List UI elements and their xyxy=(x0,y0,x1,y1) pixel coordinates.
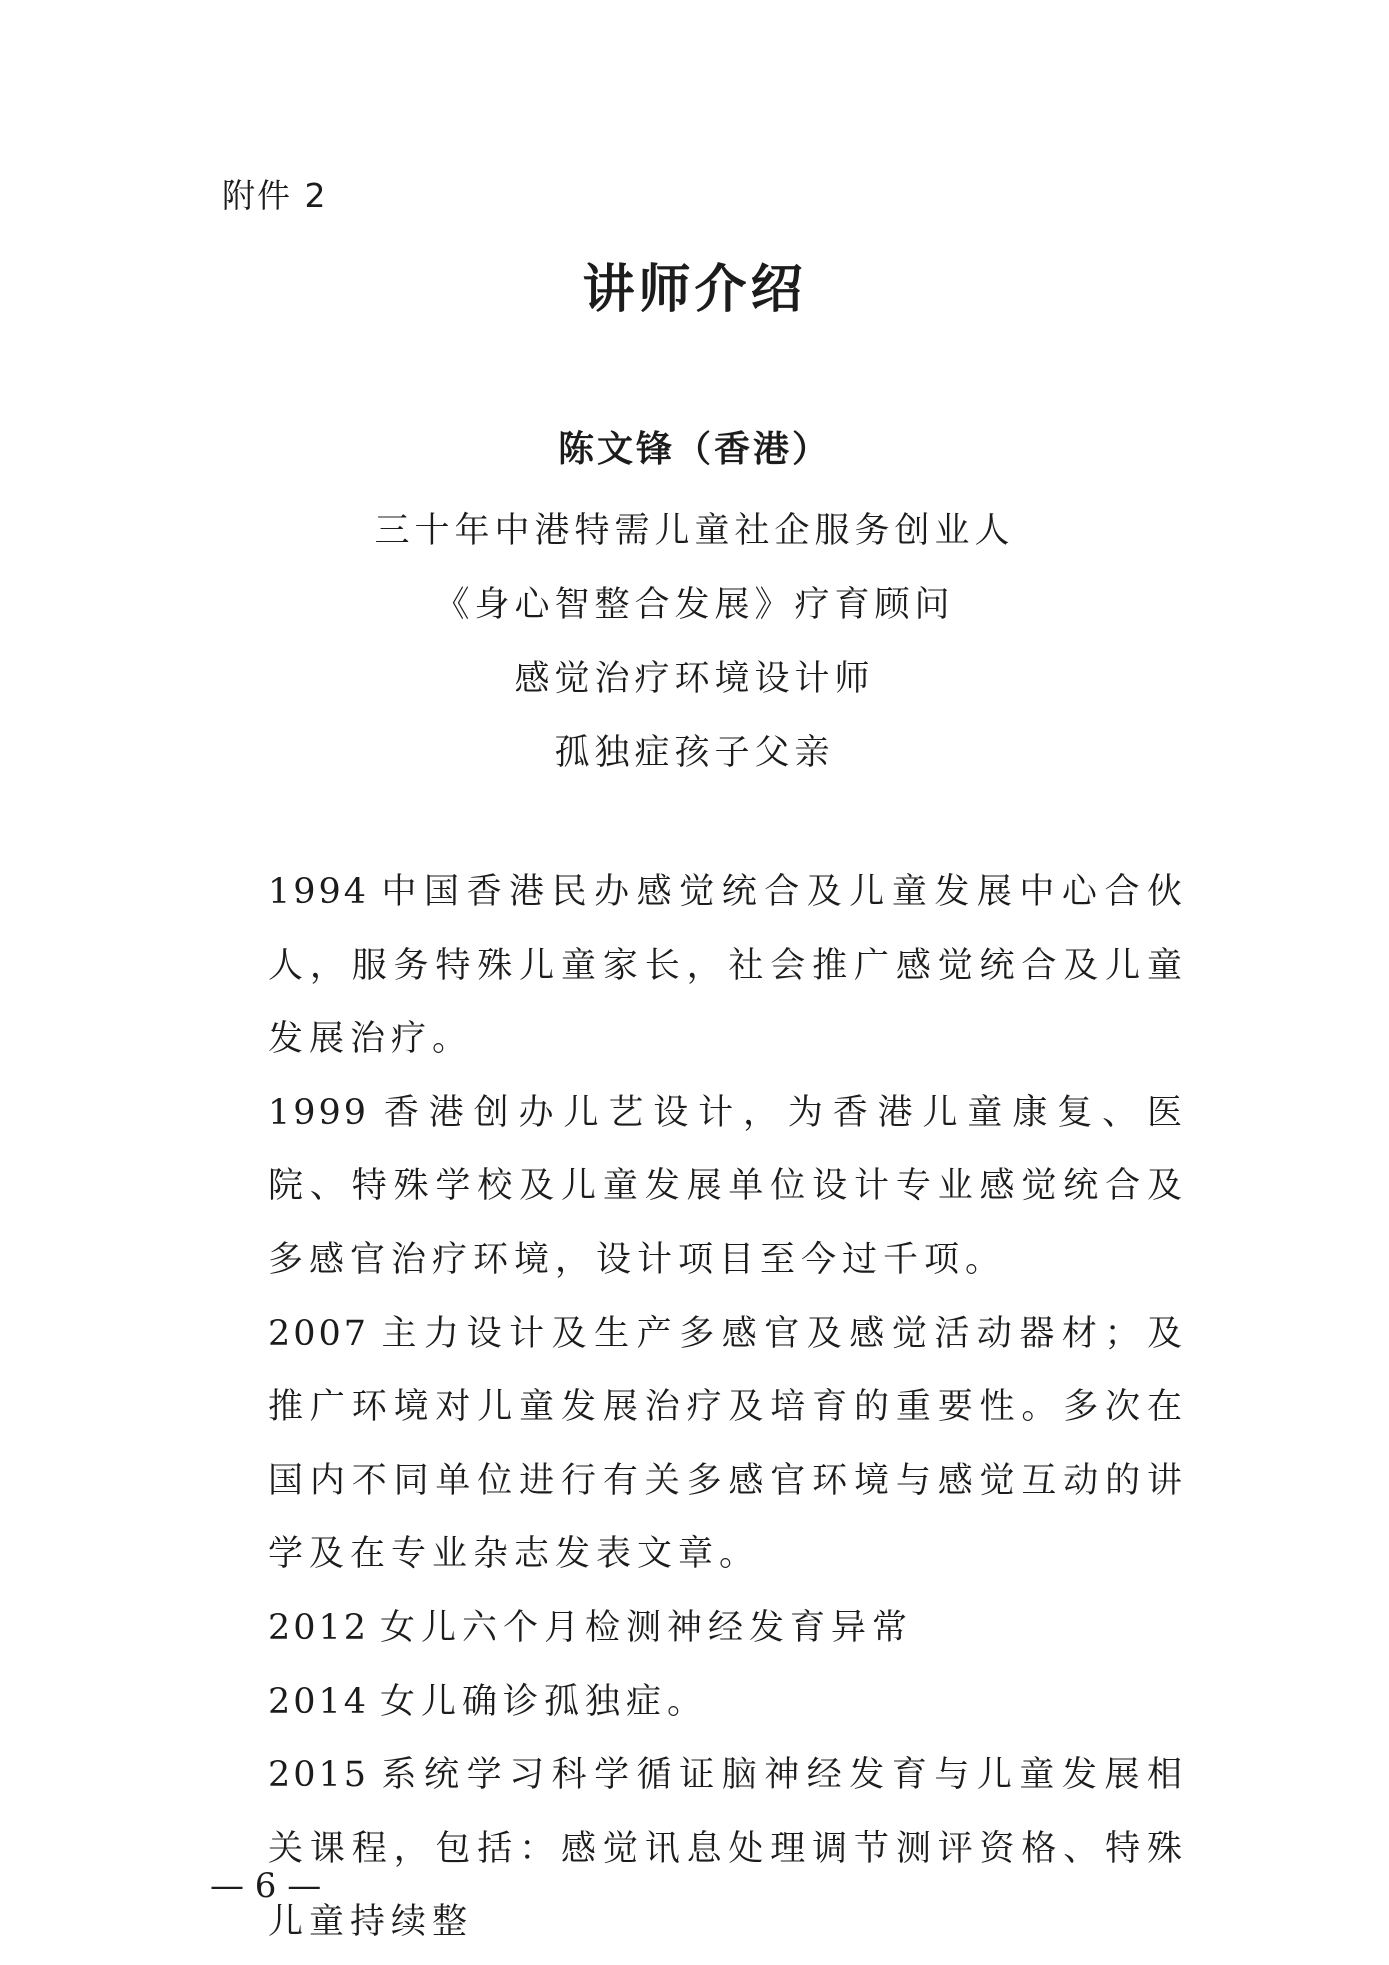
timeline-entry xyxy=(268,856,1188,1077)
page-number: — 6 — xyxy=(210,1866,322,1906)
timeline-entry xyxy=(268,1666,1188,1740)
speaker-role: 感觉治疗环境设计师 xyxy=(514,659,875,699)
timeline-text: 主力设计及生产多感官及感觉活动器材；及推广环境对儿童发展治疗及培育的重要性。多次在国内不同单位进行有关多感官环境与感觉互动的讲学及在专业杂志发表文章。 xyxy=(268,1313,1188,1575)
timeline-text: 系统学习科学循证脑神经发育与儿童发展相关课程，包括：感觉讯息处理调节测评资格、特殊儿童持续整 xyxy=(268,1755,1188,1943)
attachment-label: 附件 2 xyxy=(222,176,328,215)
timeline-entry xyxy=(268,1592,1188,1666)
speaker-roles xyxy=(0,494,1389,790)
timeline-year: 2007 xyxy=(268,1313,370,1354)
timeline-year: 2012 xyxy=(268,1607,370,1648)
speaker-role: 孤独症孩子父亲 xyxy=(554,733,835,773)
timeline-entry xyxy=(268,1298,1188,1592)
speaker-role: 三十年中港特需儿童社企服务创业人 xyxy=(374,511,1015,551)
speaker-biography xyxy=(268,856,1188,1960)
timeline-text: 女儿确诊孤独症。 xyxy=(380,1681,709,1722)
timeline-year: 1994 xyxy=(268,872,370,912)
timeline-text: 中国香港民办感觉统合及儿童发展中心合伙人，服务特殊儿童家长，社会推广感觉统合及儿童发展治疗。 xyxy=(268,872,1188,1060)
page-title: 讲师介绍 xyxy=(582,260,807,320)
speaker-name: 陈文锋（香港） xyxy=(557,429,831,470)
timeline-text: 香港创办儿艺设计，为香港儿童康复、医院、特殊学校及儿童发展单位设计专业感觉统合及多感官治疗环境，设计项目至今过千项。 xyxy=(268,1092,1188,1280)
timeline-text: 女儿六个月检测神经发育异常 xyxy=(380,1607,914,1648)
timeline-entry xyxy=(268,1739,1188,1960)
timeline-year: 2014 xyxy=(268,1681,370,1722)
timeline-year: 2015 xyxy=(268,1755,370,1796)
speaker-role: 《身心智整合发展》疗育顾问 xyxy=(434,585,955,625)
timeline-entry xyxy=(268,1077,1188,1298)
timeline-year: 1999 xyxy=(268,1092,370,1133)
